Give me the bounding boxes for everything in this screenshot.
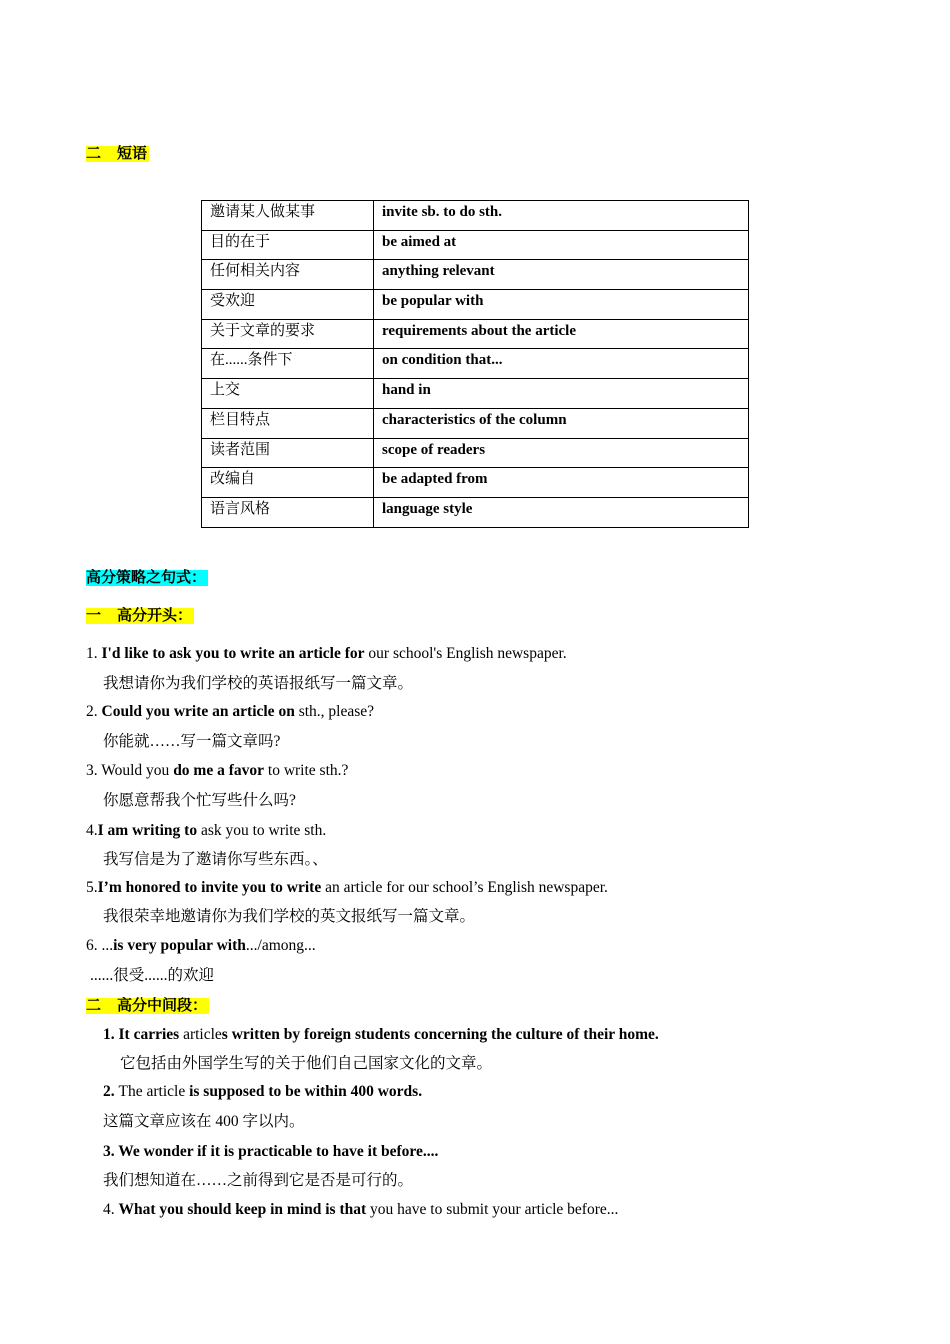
- phrase-zh: 目的在于: [202, 230, 374, 260]
- item-number: 3.: [86, 762, 102, 779]
- sentence-bold: It carries: [118, 1026, 180, 1043]
- sentence-bold: Could you write an article on: [101, 703, 295, 720]
- phrase-zh: 改编自: [202, 468, 374, 498]
- sentence-6: [86, 936, 316, 956]
- sentence-text: ask you to write sth.: [197, 822, 327, 839]
- sentence-text: article: [179, 1026, 222, 1043]
- item-number: 3.: [103, 1143, 119, 1160]
- middle-sentence-2-translation: 这篇文章应该在 400 字以内。: [103, 1113, 305, 1130]
- item-number: 2.: [103, 1083, 119, 1100]
- phrase-en: be aimed at: [374, 230, 749, 260]
- table-row: [202, 290, 749, 320]
- sentence-text: our school's English newspaper.: [364, 645, 567, 662]
- sentence-text: an article for our school’s English newspaper.: [321, 879, 608, 896]
- item-number: 4.: [103, 1201, 119, 1218]
- sentence-3-translation: 你愿意帮我个忙写些什么吗?: [103, 792, 296, 809]
- strategy-heading: [86, 568, 208, 588]
- section-title: 高分中间段：: [117, 998, 208, 1014]
- sentence-bold: I am writing to: [97, 822, 198, 839]
- section-number: 二: [86, 998, 102, 1014]
- middle-sentence-3: [103, 1142, 438, 1162]
- section-number: 一: [86, 608, 102, 624]
- sentence-bold: do me a favor: [173, 762, 265, 779]
- item-number: 1.: [103, 1026, 119, 1043]
- sentence-text: sth., please?: [294, 703, 375, 720]
- table-row: [202, 349, 749, 379]
- table-row: [202, 319, 749, 349]
- section-number: 二: [86, 146, 102, 162]
- strategy-title: 高分策略之句式：: [86, 570, 207, 586]
- table-row: [202, 260, 749, 290]
- section-title: 高分开头：: [117, 608, 193, 624]
- phrase-en: on condition that...: [374, 349, 749, 379]
- phrase-en: language style: [374, 497, 749, 527]
- sentence-bold: I’m honored to invite you to write: [97, 879, 322, 896]
- sentence-2-translation: 你能就……写一篇文章吗?: [103, 733, 281, 750]
- sentence-5-translation: 我很荣幸地邀请你为我们学校的英文报纸写一篇文章。: [103, 908, 476, 925]
- phrase-en: be adapted from: [374, 468, 749, 498]
- table-row: [202, 201, 749, 231]
- phrase-zh: 读者范围: [202, 438, 374, 468]
- item-number: 2.: [86, 703, 102, 720]
- sentence-bold: I'd like to ask you to write an article for: [101, 645, 365, 662]
- item-number: 5.: [86, 879, 98, 896]
- table-row: [202, 497, 749, 527]
- sentence-2: [86, 702, 374, 722]
- sentence-text: to write sth.?: [264, 762, 349, 779]
- sentence-text: you have to submit your article before...: [366, 1201, 619, 1218]
- sentence-6-translation: ......很受......的欢迎: [90, 967, 215, 984]
- sentence-bold: s written by foreign students concerning the culture of their home.: [221, 1026, 659, 1043]
- phrase-zh: 在......条件下: [202, 349, 374, 379]
- phrase-zh: 栏目特点: [202, 408, 374, 438]
- middle-sentence-2: [103, 1082, 422, 1102]
- sentence-4-translation: 我写信是为了邀请你写些东西。、: [103, 851, 328, 868]
- sentence-text: Would you: [101, 762, 174, 779]
- phrase-table: [201, 200, 749, 528]
- sentence-text: The article: [118, 1083, 190, 1100]
- section-heading-middle: [86, 996, 209, 1016]
- section-heading-phrases: [86, 144, 149, 164]
- sentence-text: .../among...: [245, 937, 316, 954]
- middle-sentence-3-translation: 我们想知道在……之前得到它是否是可行的。: [103, 1172, 414, 1189]
- table-row: [202, 408, 749, 438]
- phrase-en: requirements about the article: [374, 319, 749, 349]
- item-number: 6. ...: [86, 937, 114, 954]
- middle-sentence-1-translation: 它包括由外国学生写的关于他们自己国家文化的文章。: [120, 1055, 493, 1072]
- table-row: [202, 379, 749, 409]
- phrase-zh: 邀请某人做某事: [202, 201, 374, 231]
- sentence-bold: is supposed to be within 400 words.: [189, 1083, 423, 1100]
- table-row: [202, 230, 749, 260]
- section-title: 短语: [117, 146, 148, 162]
- phrase-zh: 上交: [202, 379, 374, 409]
- sentence-bold: What you should keep in mind is that: [118, 1201, 367, 1218]
- sentence-bold: We wonder if it is practicable to have it before....: [118, 1143, 439, 1160]
- sentence-3: [86, 761, 348, 781]
- sentence-1: [86, 644, 567, 664]
- phrase-en: invite sb. to do sth.: [374, 201, 749, 231]
- phrase-en: characteristics of the column: [374, 408, 749, 438]
- phrase-zh: 关于文章的要求: [202, 319, 374, 349]
- middle-sentence-4: [103, 1200, 618, 1220]
- sentence-bold: is very popular with: [113, 937, 246, 954]
- phrase-en: be popular with: [374, 290, 749, 320]
- phrase-zh: 受欢迎: [202, 290, 374, 320]
- table-row: [202, 468, 749, 498]
- sentence-5: [86, 878, 608, 898]
- phrase-en: hand in: [374, 379, 749, 409]
- item-number: 4.: [86, 822, 98, 839]
- phrase-en: anything relevant: [374, 260, 749, 290]
- phrase-zh: 任何相关内容: [202, 260, 374, 290]
- table-row: [202, 438, 749, 468]
- phrase-zh: 语言风格: [202, 497, 374, 527]
- sentence-1-translation: 我想请你为我们学校的英语报纸写一篇文章。: [103, 675, 414, 692]
- middle-sentence-1: [103, 1025, 659, 1045]
- item-number: 1.: [86, 645, 102, 662]
- phrase-en: scope of readers: [374, 438, 749, 468]
- sentence-4: [86, 821, 326, 841]
- section-heading-opening: [86, 606, 194, 626]
